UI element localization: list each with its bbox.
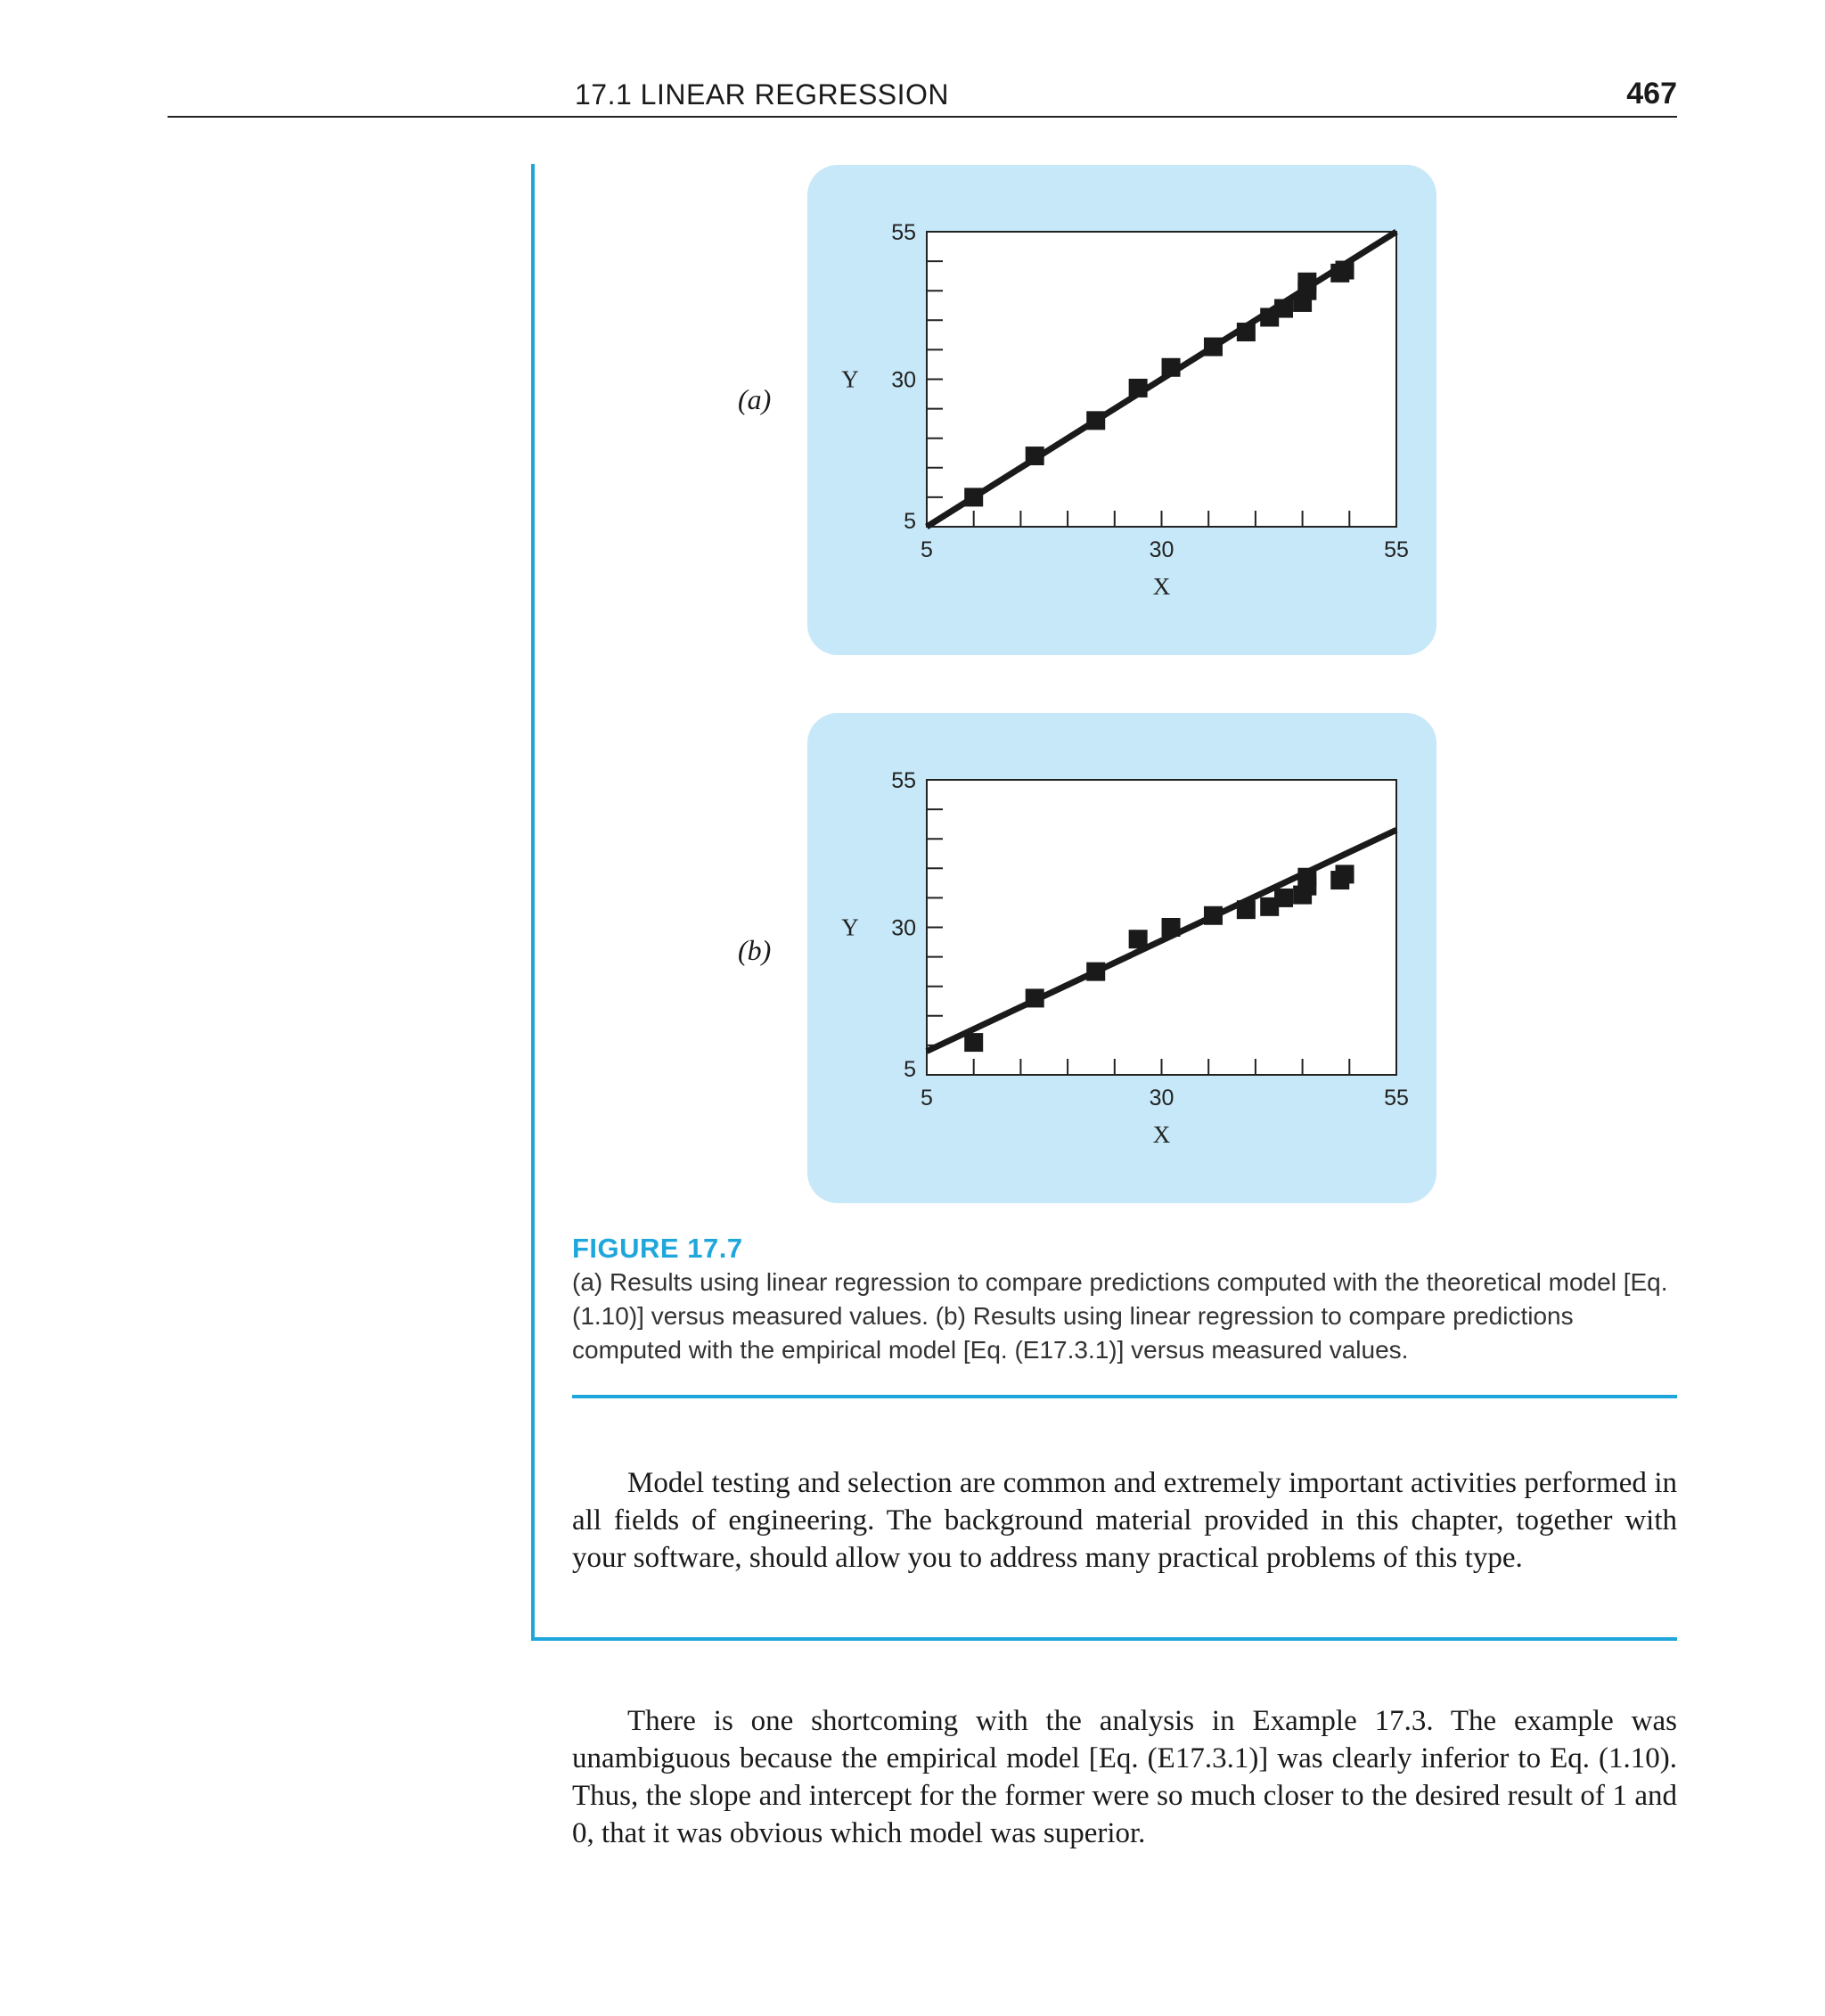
y-tick-label: 55 (891, 768, 916, 793)
y-tick-label: 30 (891, 915, 916, 941)
data-point (1026, 447, 1044, 465)
page-number: 467 (1626, 77, 1677, 111)
box-bottom-border (531, 1637, 1677, 1641)
x-tick-label: 55 (1384, 1086, 1409, 1110)
header-rule (168, 116, 1677, 118)
panel-label-b: (b) (738, 934, 772, 966)
body-paragraph-1: Model testing and selection are common and extremely important activities performed in all fields of engineering. The background material provided in this chapter, together with your software, should allow you to address many practical problems of this type. (572, 1467, 1677, 1574)
data-point (1297, 273, 1316, 291)
chart-panel-a (807, 165, 1436, 655)
data-point (1274, 889, 1293, 907)
data-point (1026, 988, 1044, 1007)
caption-rule (572, 1395, 1677, 1398)
data-point (1204, 338, 1223, 356)
x-tick-label: 30 (1149, 537, 1174, 562)
y-tick-label: 30 (891, 367, 916, 393)
box-left-border (531, 164, 535, 1640)
data-point (1129, 930, 1148, 948)
x-tick-label: 5 (921, 1086, 933, 1110)
y-axis-label: Y (841, 914, 859, 941)
data-point (1336, 865, 1354, 883)
data-point (964, 488, 983, 506)
figure-title: FIGURE 17.7 (572, 1233, 743, 1264)
chart-panel-b (807, 713, 1436, 1203)
y-tick-label: 5 (904, 509, 916, 534)
y-axis-label: Y (841, 365, 859, 393)
data-point (1086, 963, 1105, 981)
x-axis-label: X (1152, 1121, 1171, 1148)
scatter-chart-a (807, 165, 1436, 655)
y-tick-label: 55 (891, 220, 916, 245)
data-point (1129, 379, 1148, 397)
scatter-chart-b (807, 713, 1436, 1203)
plot-area (927, 780, 1396, 1075)
data-point (1274, 299, 1293, 318)
data-point (964, 1033, 983, 1052)
body-paragraph-2: There is one shortcoming with the analysis in Example 17.3. The example was unambiguous because the empirical model [Eq. (E17.3.1)] was clearly inferior to Eq. (1.10). Thus, the slope and intercept for the former were so much closer to the desired result of 1 and 0, that it was obvious which model was superior. (572, 1705, 1677, 1849)
data-point (1336, 261, 1354, 280)
data-point (1237, 323, 1256, 341)
data-point (1204, 906, 1223, 925)
x-axis-label: X (1152, 573, 1171, 600)
data-point (1162, 358, 1181, 377)
x-tick-label: 55 (1384, 537, 1409, 562)
panel-label-a: (a) (738, 383, 772, 415)
figure-caption: (a) Results using linear regression to compare predictions computed with the theoretical model [Eq. (1.10)] versus measured values. (b) Results using linear regression to compare predictions computed with the empirical model [Eq. (E17.3.1)] versus measured values. (572, 1268, 1668, 1364)
data-point (1162, 918, 1181, 937)
x-tick-label: 5 (921, 537, 933, 562)
y-tick-label: 5 (904, 1057, 916, 1082)
data-point (1237, 900, 1256, 919)
data-point (1297, 868, 1316, 887)
running-header-section: 17.1 LINEAR REGRESSION (575, 78, 950, 111)
data-point (1086, 411, 1105, 430)
x-tick-label: 30 (1149, 1086, 1174, 1110)
